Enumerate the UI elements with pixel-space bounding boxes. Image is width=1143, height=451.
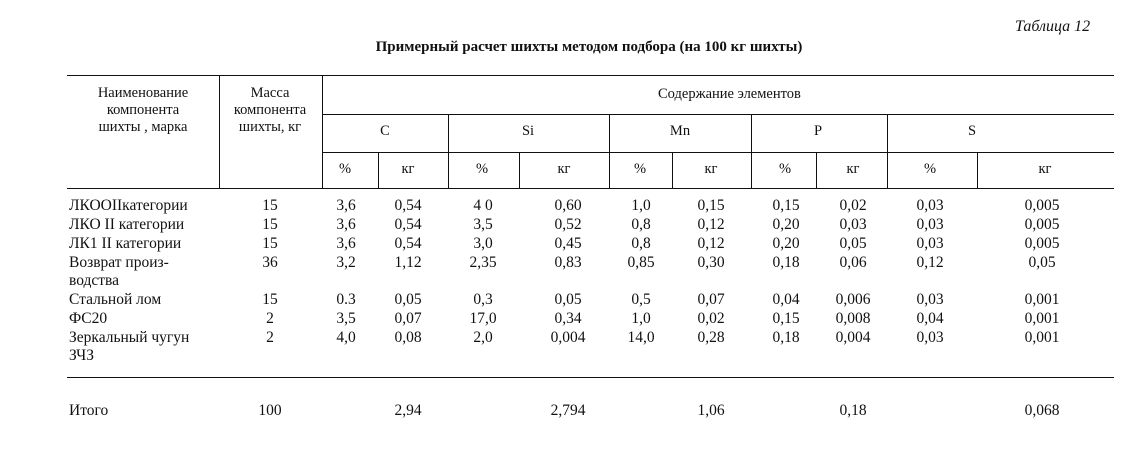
unit-kg: кг [557,161,571,177]
row-value: 0,004 [835,329,871,346]
row-name: ЗЧЗ [69,347,95,364]
row-value: 0,05 [839,235,867,252]
row-value: 3,2 [336,254,356,271]
table-title: Примерный расчет шихты методом подбора (на 100 кг шихты) [375,39,803,55]
row-value: 0,60 [554,197,582,214]
header-name-line: компонента [106,102,180,118]
row-value: 0,12 [697,216,725,233]
row-value: 3,5 [473,216,493,233]
row-value: 0,54 [394,235,422,252]
row-value: 3,5 [336,310,356,327]
row-name: Возврат произ- [69,254,169,271]
row-mass: 36 [262,254,278,271]
element-header-si: Si [521,123,535,139]
row-value: 0,05 [1028,254,1056,271]
row-value: 0,03 [839,216,867,233]
row-value: 0,20 [772,216,800,233]
row-value: 0,004 [550,329,586,346]
row-value: 0,001 [1024,310,1060,327]
row-value: 3,6 [336,216,356,233]
row-value: 0,30 [697,254,725,271]
row-value: 0,12 [916,254,944,271]
row-value: 0,54 [394,197,422,214]
row-name: водства [69,272,120,289]
row-value: 0,005 [1024,216,1060,233]
row-value: 0,03 [916,291,944,308]
row-value: 0,28 [697,329,725,346]
row-value: 0,52 [554,216,582,233]
row-name: Зеркальный чугун [69,329,190,346]
unit-percent: % [633,161,647,177]
row-value: 0,05 [394,291,422,308]
row-value: 0,20 [772,235,800,252]
row-value: 0,34 [554,310,582,327]
row-value: 0,12 [697,235,725,252]
row-value: 0,15 [772,310,800,327]
header-mass-line: шихты, кг [238,119,302,135]
row-value: 1,12 [394,254,422,271]
row-mass: 2 [266,310,274,327]
row-value: 0,03 [916,197,944,214]
row-value: 2,0 [473,329,493,346]
element-header-s: S [967,123,977,139]
row-mass: 2 [266,329,274,346]
unit-kg: кг [1038,161,1052,177]
row-value: 0,3 [473,291,493,308]
total-label: Итого [69,402,109,419]
row-value: 0,03 [916,216,944,233]
row-value: 0,001 [1024,329,1060,346]
row-value: 0,07 [697,291,725,308]
table-caption: Таблица 12 [1015,18,1091,35]
row-value: 0,18 [772,254,800,271]
unit-percent: % [778,161,792,177]
row-value: 0,15 [772,197,800,214]
row-value: 17,0 [469,310,497,327]
row-value: 0,45 [554,235,582,252]
row-value: 0,07 [394,310,422,327]
row-value: 0,04 [916,310,944,327]
row-value: 2,35 [469,254,497,271]
row-name: ФС20 [69,310,108,327]
row-value: 3,6 [336,235,356,252]
element-header-p: P [813,123,823,139]
row-value: 0,005 [1024,197,1060,214]
row-value: 0,06 [839,254,867,271]
total-kg: 0,18 [839,402,867,419]
row-value: 1,0 [631,310,651,327]
row-name: ЛКООIIкатегории [69,197,188,214]
row-name: ЛКО II категории [69,216,185,233]
row-mass: 15 [262,197,278,214]
row-value: 0,8 [631,235,651,252]
row-value: 0,03 [916,329,944,346]
row-value: 0,005 [1024,235,1060,252]
element-header-c: C [380,123,390,139]
header-name-line: шихты , марка [98,119,188,135]
header-mass-line: компонента [233,102,307,118]
row-value: 4,0 [336,329,356,346]
row-value: 0,85 [627,254,655,271]
row-value: 0,15 [697,197,725,214]
row-value: 0,83 [554,254,582,271]
header-bottom-rule [67,188,1114,189]
unit-header-rule [322,152,1114,153]
total-kg: 1,06 [697,402,725,419]
row-value: 0,03 [916,235,944,252]
row-value: 0,05 [554,291,582,308]
row-value: 0,02 [839,197,867,214]
unit-percent: % [475,161,489,177]
row-value: 0.3 [336,291,356,308]
unit-kg: кг [401,161,415,177]
row-value: 0,008 [835,310,871,327]
row-value: 0,02 [697,310,725,327]
row-value: 1,0 [631,197,651,214]
row-value: 14,0 [627,329,655,346]
total-kg: 2,94 [394,402,422,419]
row-value: 0,001 [1024,291,1060,308]
element-header-rule [322,114,1114,115]
row-value: 0,18 [772,329,800,346]
row-name: ЛК1 II категории [69,235,182,252]
row-value: 3,0 [473,235,493,252]
body-bottom-rule [67,377,1114,378]
header-content: Содержание элементов [658,86,801,102]
row-value: 0,08 [394,329,422,346]
total-kg: 0,068 [1024,402,1060,419]
unit-percent: % [338,161,352,177]
row-mass: 15 [262,216,278,233]
row-value: 0,006 [835,291,871,308]
total-kg: 2,794 [550,402,586,419]
row-value: 0,5 [631,291,651,308]
row-name: Стальной лом [69,291,162,308]
row-value: 0,54 [394,216,422,233]
unit-percent: % [923,161,937,177]
row-value: 4 0 [473,197,493,214]
row-mass: 15 [262,291,278,308]
row-value: 0,8 [631,216,651,233]
unit-kg: кг [846,161,860,177]
table-top-rule [67,75,1114,76]
unit-kg: кг [704,161,718,177]
total-mass: 100 [258,402,282,419]
row-mass: 15 [262,235,278,252]
element-header-mn: Mn [669,123,691,139]
row-value: 0,04 [772,291,800,308]
header-name-line: Наименование [97,85,189,101]
row-value: 3,6 [336,197,356,214]
header-mass-line: Масса [250,85,290,101]
